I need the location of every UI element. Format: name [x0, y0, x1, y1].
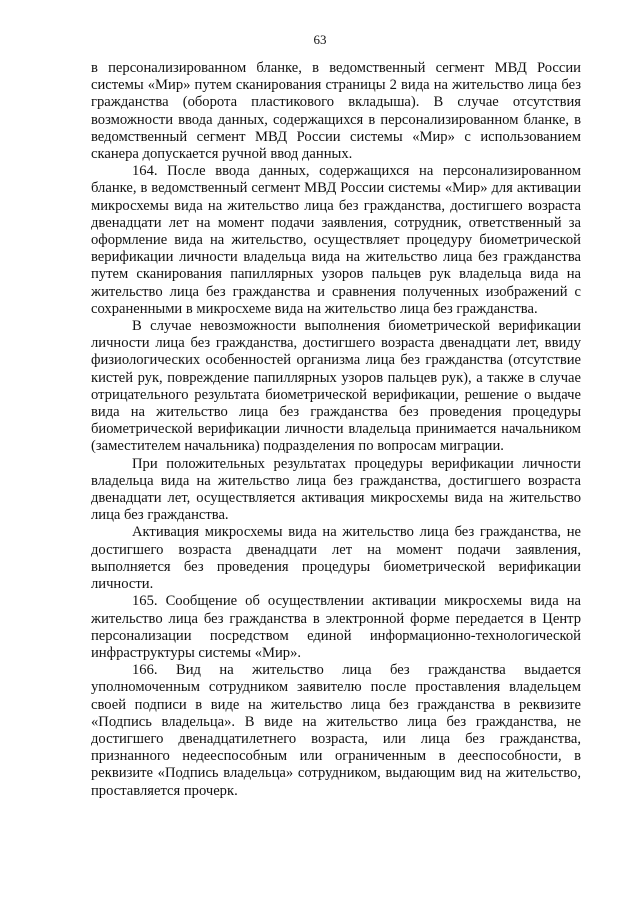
paragraph-positive-verification: При положительных результатах процедуры верификации личности владельца вида на жительство лица без гражданства, достигшего возраста двенадцати лет, осуществляется активация микросхемы вида на жительство лица без гражданства. — [91, 455, 581, 524]
paragraph-biometric-failure: В случае невозможности выполнения биометрической верификации личности лица без гражданства, достигшего возраста двенадцати лет, ввиду физиологических особенностей организма лица без гражданства (отсутствие кистей рук, повреждение папиллярных узоров пальцев рук), а также в случае отрицательного результата биометрической верификации, решение о выдаче вида на жительство лица без гражданства без проведения процедуры биометрической верификации личности владельца принимается начальником (заместителем начальника) подразделения по вопросам миграции. — [91, 318, 581, 455]
paragraph-164: 164. После ввода данных, содержащихся на персонализированном бланке, в ведомственный сегмент МВД России системы «Мир» для активации микросхемы вида на жительство лица без гражданства, достигшего возраста двенадцати лет на момент подачи заявления, сотрудник, ответственный за оформление вида на жительство, осуществляет процедуру биометрической верификации личности владельца вида на жительство лица без гражданства путем сканирования папиллярных узоров пальцев рук владельца вида на жительство лица без гражданства и сравнения полученных изображений с сохраненными в микросхеме вида на жительство лица без гражданства. — [91, 163, 581, 317]
document-body — [91, 60, 581, 800]
paragraph-under-twelve: Активация микросхемы вида на жительство лица без гражданства, не достигшего возраста двенадцати лет на момент подачи заявления, выполняется без проведения процедуры биометрической верификации личности. — [91, 524, 581, 593]
paragraph-166: 166. Вид на жительство лица без гражданства выдается уполномоченным сотрудником заявителю после проставления владельцем своей подписи в виде на жительство лица без гражданства в реквизите «Подпись владельца». В виде на жительство лица без гражданства, не достигшего двенадцатилетнего возраста, или лица без гражданства, признанного недееспособным или ограниченным в дееспособности, в реквизите «Подпись владельца» сотрудником, выдающим вид на жительство, проставляется прочерк. — [91, 662, 581, 799]
paragraph-continuation: в персонализированном бланке, в ведомственный сегмент МВД России системы «Мир» путем сканирования страницы 2 вида на жительство лица без гражданства (оборота пластикового вкладыша). В случае отсутствия возможности ввода данных, содержащихся в персонализированном бланке, в ведомственный сегмент МВД России системы «Мир» с использованием сканера допускается ручной ввод данных. — [91, 60, 581, 163]
page-number: 63 — [313, 32, 327, 47]
paragraph-165: 165. Сообщение об осуществлении активации микросхемы вида на жительство лица без гражданства в электронной форме передается в Центр персонализации посредством единой информационно-технологической инфраструктуры системы «Мир». — [91, 593, 581, 661]
